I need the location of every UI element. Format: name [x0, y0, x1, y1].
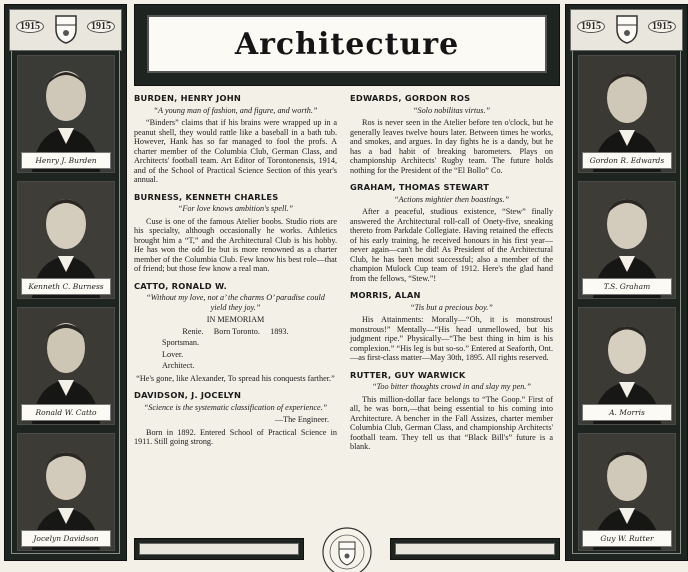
- right-portrait-column: [565, 4, 688, 561]
- entry-quote: “Tis but a precious boy.”: [410, 302, 493, 312]
- portrait-edwards: [578, 55, 676, 173]
- memoriam-trait: Lover.: [162, 349, 184, 359]
- footer-ornament-left: [134, 538, 304, 560]
- page-title: Architecture: [234, 27, 460, 62]
- entry-davidson: [134, 391, 337, 447]
- entry-body: This million-dollar face belongs to “The Goop.” First of all, he was born,—that being essential to his coming into Architecture. A bencher in the Fall Assizes, charter member Columbia Club, German Class, and championship Architects' football team. They tell us that “Black Bill's” future is a blank.: [350, 394, 553, 451]
- entry-name: DAVIDSON, J. JOCELYN: [134, 390, 242, 400]
- entry-name: GRAHAM, THOMAS STEWART: [350, 182, 490, 192]
- entry-quote: “Without my love, not a’ the charms O’ paradise could yield they joy.”: [146, 293, 325, 312]
- entry-quote: “Solo nobilitas virtus.”: [412, 105, 491, 115]
- entry-catto: [134, 282, 337, 384]
- memoriam-trait: Architect.: [162, 361, 195, 370]
- entry-name: RUTTER, GUY WARWICK: [350, 369, 466, 380]
- entry-body: Born in 1892. Entered School of Practical Science in 1911. Still going strong.: [134, 427, 337, 446]
- year-badge: 1915: [648, 20, 676, 33]
- crest-icon: [53, 13, 79, 45]
- portrait-burness: [17, 181, 115, 299]
- entry-burden: [134, 94, 337, 185]
- university-seal-icon: [314, 522, 380, 572]
- signature: Jocelyn Davidson: [21, 530, 111, 547]
- footer-ornament-right: [390, 538, 560, 560]
- entry-name: EDWARDS, GORDON ROS: [350, 93, 471, 103]
- entry-quote: “Science is the systematic classification of experience.”: [143, 402, 328, 412]
- entry-body: After a peaceful, studious existence, “Stew” finally answered the Architectural roll-call of Onety-five, sneaking thereto from Parkdale Collegiate. Having retained the effects of his early training, he received honours in his first year—never again—can't be did! As President of the Architectural Club, he has been most successful; also a member of the champion Mulock Cup team of 1912. Here's the glad hand from the fellows, “Stew.”!: [350, 207, 553, 283]
- entry-body: Ros is never seen in the Atelier before ten o'clock, but he generally leaves twelve hours later. Between times he works, and smokes, and argues. In day fights he is a dandy, but he has a bad habit of breaking barometers. Plays on championship Architects' Rugby team. The future holds nothing for the President of the “El Bollo” Co.: [350, 118, 553, 175]
- signature: Henry J. Burden: [21, 152, 111, 169]
- entry-quote: “A young man of fashion, and figure, and worth.”: [153, 105, 318, 115]
- entry-rutter: [350, 371, 553, 452]
- signature: Kenneth C. Burness: [21, 278, 111, 295]
- memoriam-trait: Sportsman.: [162, 338, 200, 347]
- portrait-graham: [578, 181, 676, 299]
- text-column-right: [350, 94, 553, 460]
- memoriam-heading: IN MEMORIAM: [206, 315, 265, 324]
- year-badge: 1915: [577, 20, 605, 33]
- entry-graham: [350, 183, 553, 283]
- portrait-davidson: [17, 433, 115, 551]
- left-crest-banner: [9, 9, 122, 51]
- entry-quote: “Actions mightier then boastings.”: [393, 194, 510, 204]
- entry-body: Cuse is one of the famous Atelier boobs. Studio riots are his specialty, although occasionally he works. Athletics brought him a “T,” and the Architectural Club is his hobby. He has won the odd Ite but is more renowned as a charter member of the Columbia Club. Few know his best role—that of friend; but those few know a real man.: [134, 216, 337, 273]
- signature: Ronald W. Catto: [21, 404, 111, 421]
- entry-name: MORRIS, ALAN: [350, 290, 421, 300]
- entry-burness: [134, 193, 337, 274]
- year-badge: 1915: [16, 20, 44, 33]
- memoriam-line: Renie. Born Toronto. 1893.: [182, 326, 289, 336]
- right-crest-banner: [570, 9, 683, 51]
- memoriam-verse: “He's gone, like Alexander, To spread his conquests farther.”: [136, 373, 335, 383]
- entry-morris: [350, 291, 553, 363]
- entry-body: His Attainments: Morally—“Oh, it is monstrous! monstrous!” Mentally—“His head unmellowed, but his judgment ripe.” Physically—“The best thing in him is his complexion.” “His leg is but so-so.” Entered at Seaforth, Ont.—as first-class matter—May 30th, 1895. All rights reserved.: [350, 315, 553, 362]
- signature: Gordon R. Edwards: [582, 152, 672, 169]
- entry-name: BURNESS, KENNETH CHARLES: [134, 191, 279, 202]
- entry-quote: “Too bitter thoughts crowd in and slay my pen.”: [372, 382, 531, 391]
- portrait-morris: [578, 307, 676, 425]
- crest-icon: [614, 13, 640, 45]
- title-banner: [134, 4, 560, 86]
- entry-edwards: [350, 94, 553, 175]
- entry-body: “Binders” claims that if his brains were wrapped up in a peanut shell, they would rattle like a baseball in a bath tub. However, Hank has so far managed to fool the profs. A charter member of the Columbia Club, German Class, and Architects' football team. Art Editor of Torontonensis, 1914, and of the School of Practical Science Section of this year's annual.: [134, 118, 337, 184]
- entry-quote: “For love knows ambition's spell.”: [177, 204, 294, 213]
- signature: T.S. Graham: [582, 278, 672, 295]
- portrait-rutter: [578, 433, 676, 551]
- portrait-catto: [17, 307, 115, 425]
- year-badge: 1915: [87, 20, 115, 33]
- quote-signer: —The Engineer.: [274, 415, 329, 424]
- portrait-burden: [17, 55, 115, 173]
- signature: Guy W. Rutter: [582, 530, 672, 547]
- entry-name: CATTO, RONALD W.: [134, 280, 227, 291]
- left-portrait-column: [4, 4, 127, 561]
- signature: A. Morris: [582, 404, 672, 421]
- entry-name: BURDEN, HENRY JOHN: [134, 93, 242, 103]
- text-column-left: [134, 94, 337, 455]
- center-content: [134, 4, 560, 561]
